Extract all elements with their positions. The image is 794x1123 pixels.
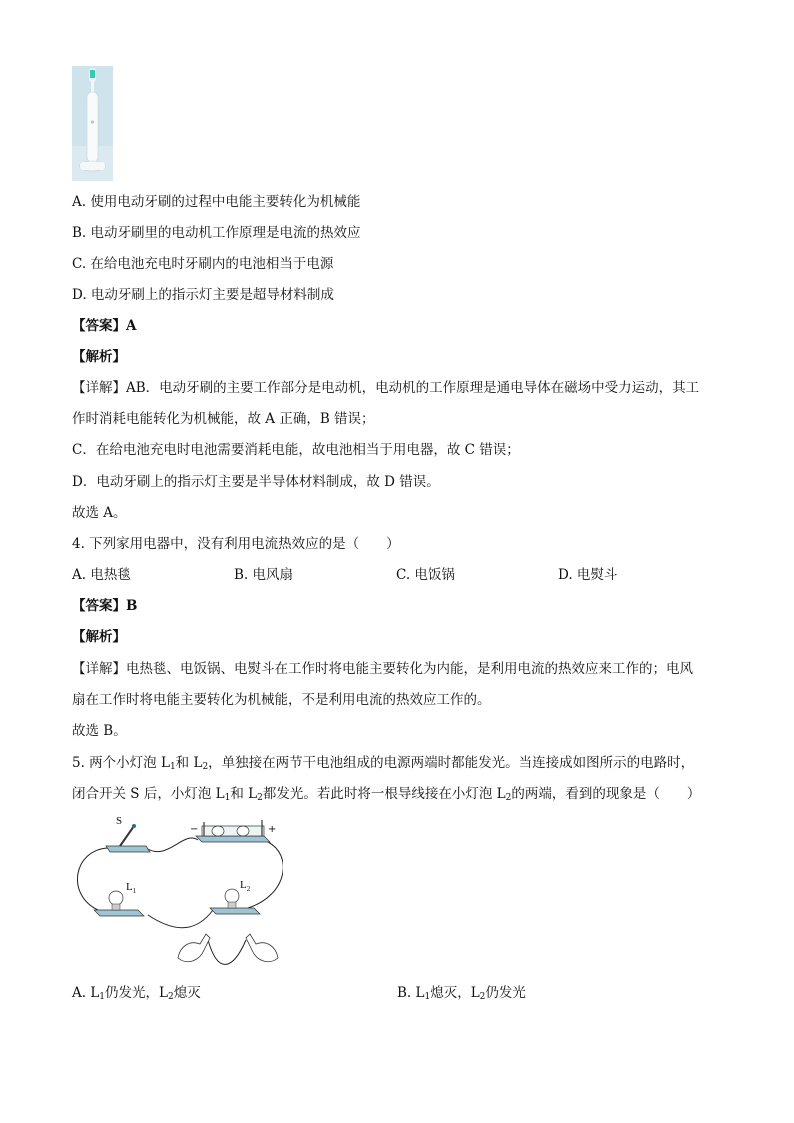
lamp-l2-icon — [210, 879, 260, 914]
q3-option-c: C. 在给电池充电时牙刷内的电池相当于电源 — [72, 256, 334, 272]
q3-analysis-label: 【解析】 — [72, 349, 126, 365]
svg-text:S: S — [116, 815, 123, 827]
q4-option-b: B. 电风扇 — [234, 567, 294, 583]
svg-text:−: − — [190, 824, 199, 835]
svg-text:+: + — [268, 824, 277, 835]
q3-detail-line-3: C．在给电池充电时电池需要消耗电能，故电池相当于用电器，故 C 错误； — [72, 442, 520, 458]
q4-detail-line-2: 扇在工作时将电能主要转化为机械能，不是利用电流的热效应工作的。 — [72, 692, 491, 708]
q5-option-b: B. $L_1$熄灭，$L_2$仍发光 — [397, 985, 526, 1002]
q4-option-d: D. 电熨斗 — [558, 567, 618, 583]
q4-answer: 【答案】B — [72, 598, 138, 614]
q5-stem-line-1: 5. 两个小灯泡 $L_1$和 $L_2$，单独接在两节干电池组成的电源两端时都能发光。当连接成如图所示的电路时， — [72, 755, 695, 772]
q4-conclusion: 故选 B。 — [72, 723, 127, 739]
q3-answer: 【答案】A — [72, 318, 137, 334]
electric-toothbrush-image — [72, 66, 113, 181]
q3-detail-line-4: D．电动牙刷上的指示灯主要是半导体材料制成，故 D 错误。 — [72, 474, 440, 490]
hands-holding-wire-icon — [178, 934, 278, 962]
switch-icon — [106, 815, 150, 852]
q4-option-a: A. 电热毯 — [72, 567, 131, 583]
q3-detail-line-1: 【详解】AB．电动牙刷的主要工作部分是电动机，电动机的工作原理是通电导体在磁场中受力运动，其工 — [72, 380, 700, 396]
q3-detail-line-2: 作时消耗电能转化为机械能，故 A 正确，B 错误； — [72, 411, 375, 427]
q3-option-d: D. 电动牙刷上的指示灯主要是超导材料制成 — [72, 287, 334, 303]
svg-text:L2: $L_2$ — [240, 879, 251, 893]
q5-stem-line-2: 闭合开关 S 后，小灯泡 $L_1$和 $L_2$都发光。若此时将一根导线接在小灯泡 $L_2$的两端，看到的现象是（ ） — [72, 786, 701, 803]
q4-analysis-label: 【解析】 — [72, 629, 126, 645]
q3-conclusion: 故选 A。 — [72, 505, 127, 521]
q3-option-b: B. 电动牙刷里的电动机工作原理是电流的热效应 — [72, 225, 361, 241]
q5-option-a: A. $L_1$仍发光，$L_2$熄灭 — [72, 985, 201, 1002]
battery-icon — [190, 820, 276, 842]
q3-option-a: A. 使用电动牙刷的过程中电能主要转化为机械能 — [72, 194, 361, 210]
lamp-l1-icon — [94, 881, 144, 916]
svg-text:L1: $L_1$ — [126, 881, 137, 895]
q4-detail-line-1: 【详解】电热毯、电饭锅、电熨斗在工作时将电能主要转化为内能，是利用电流的热效应来工作的；电风 — [72, 661, 693, 677]
q4-stem: 4. 下列家用电器中，没有利用电流热效应的是（ ） — [72, 536, 400, 552]
q4-option-c: C. 电饭锅 — [396, 567, 455, 583]
circuit-diagram — [68, 810, 283, 972]
